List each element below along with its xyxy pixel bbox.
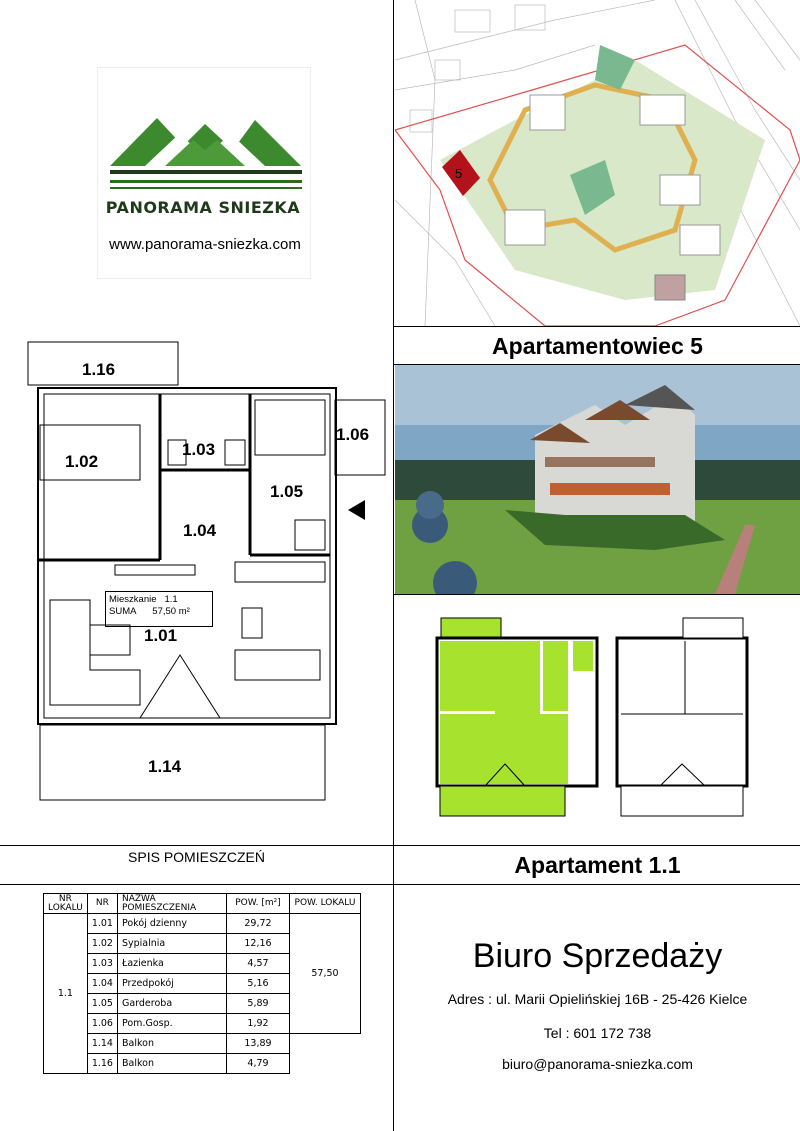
summary-value: 57,50 m² [152, 606, 190, 617]
divider [393, 326, 800, 327]
apartment-title: Apartament 1.1 [514, 852, 681, 878]
room-label: 1.05 [270, 482, 304, 501]
room-name: Pokój dzienny [117, 914, 226, 934]
unit-number: 1.1 [44, 914, 88, 1074]
room-nr: 1.05 [87, 994, 117, 1014]
room-area: 13,89 [226, 1034, 289, 1054]
table-header [44, 894, 361, 914]
room-nr: 1.04 [87, 974, 117, 994]
room-area: 1,92 [226, 1014, 289, 1034]
floor-plan [20, 340, 395, 810]
room-label: 1.01 [144, 626, 178, 645]
divider [0, 845, 800, 846]
room-nr: 1.06 [87, 1014, 117, 1034]
summary-value: 1.1 [164, 594, 178, 605]
header-area: POW. [m²] [226, 894, 289, 914]
room-name: Przedpokój [117, 974, 226, 994]
room-label: 1.14 [148, 757, 182, 776]
table-row [44, 914, 361, 934]
room-nr: 1.01 [87, 914, 117, 934]
room-name: Garderoba [117, 994, 226, 1014]
header-unit-area: POW. LOKALU [289, 894, 360, 914]
building-title: Apartamentowiec 5 [492, 333, 703, 359]
header-nr: NR [87, 894, 117, 914]
room-name: Łazienka [117, 954, 226, 974]
sales-office-email[interactable]: biuro@panorama-sniezka.com [502, 1056, 693, 1072]
building-render [395, 365, 800, 594]
room-nr: 1.16 [87, 1054, 117, 1074]
unit-area: 57,50 [289, 914, 360, 1034]
room-area: 12,16 [226, 934, 289, 954]
room-area: 5,89 [226, 994, 289, 1014]
sales-office-phone[interactable]: Tel : 601 172 738 [543, 1025, 652, 1041]
summary-label: Mieszkanie [109, 594, 157, 605]
divider [393, 594, 800, 595]
room-name: Pom.Gosp. [117, 1014, 226, 1034]
room-name: Balkon [117, 1054, 226, 1074]
sales-office-address: Adres : ul. Marii Opielińskiej 16B - 25-426 Kielce [447, 991, 748, 1007]
logo-name: PANORAMA SNIEZKA [105, 198, 301, 217]
table-row [44, 1054, 361, 1074]
room-label: 1.03 [182, 440, 216, 459]
website-link[interactable]: www.panorama-sniezka.com [109, 236, 301, 253]
room-name: Sypialnia [117, 934, 226, 954]
summary-label: SUMA [109, 606, 137, 617]
room-nr: 1.02 [87, 934, 117, 954]
site-plan-marker: 5 [455, 166, 463, 181]
rooms-table [43, 893, 361, 1074]
sales-office-title: Biuro Sprzedaży [472, 937, 723, 975]
room-label: 1.16 [82, 360, 116, 379]
building-key-plan [395, 596, 800, 845]
site-plan [395, 0, 800, 326]
header-name: NAZWA POMIESZCZENIA [117, 894, 226, 914]
room-area: 4,57 [226, 954, 289, 974]
divider [0, 884, 800, 885]
mountain-logo-icon [105, 110, 305, 200]
room-label: 1.02 [65, 452, 99, 471]
plan-summary-box [105, 591, 213, 627]
room-nr: 1.14 [87, 1034, 117, 1054]
room-nr: 1.03 [87, 954, 117, 974]
rooms-section-title: SPIS POMIESZCZEŃ [128, 849, 265, 865]
room-area: 4,79 [226, 1054, 289, 1074]
room-area: 29,72 [226, 914, 289, 934]
table-row [44, 1034, 361, 1054]
room-name: Balkon [117, 1034, 226, 1054]
room-label: 1.04 [183, 521, 217, 540]
room-area: 5,16 [226, 974, 289, 994]
room-label: 1.06 [336, 425, 370, 444]
header-nr-lokalu: NR LOKALU [44, 894, 88, 914]
